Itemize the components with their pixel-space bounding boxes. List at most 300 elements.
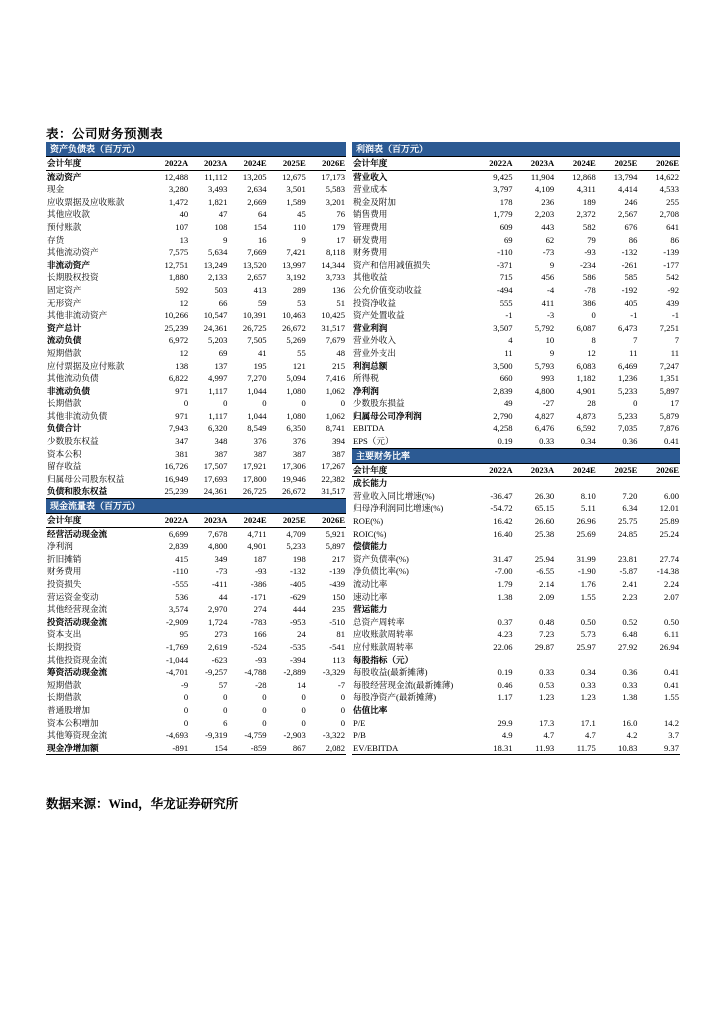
table-row <box>352 616 680 629</box>
cell-value: 2,082 <box>307 742 346 755</box>
cell-value: 8,741 <box>325 423 345 434</box>
cell-value: 9.37 <box>638 742 680 755</box>
cell-value: 137 <box>214 360 228 371</box>
cell-value: 195 <box>253 360 267 371</box>
table-row <box>352 502 680 515</box>
row-label: 筹资活动现金流 <box>47 667 108 678</box>
cell-value <box>555 540 597 553</box>
cell-value: 14,344 <box>321 259 345 270</box>
cell-value: 0 <box>183 704 189 715</box>
cell-value: -171 <box>250 591 267 602</box>
table-row <box>46 208 346 221</box>
cell-value: -7.00 <box>494 566 513 577</box>
table-row <box>352 691 680 704</box>
cell-value: 69 <box>218 347 228 358</box>
table-row <box>46 183 346 196</box>
cell-value: 2,790 <box>493 410 513 421</box>
row-label: 归属母公司净利润 <box>353 410 422 421</box>
cell-value: 22.06 <box>493 641 513 652</box>
cell-value: 387 <box>253 448 267 459</box>
cell-value: -3,329 <box>322 667 345 678</box>
cell-value: -386 <box>250 579 267 589</box>
cell-value: 0.33 <box>622 679 638 690</box>
cell-value: 5,233 <box>286 541 306 552</box>
row-label: 总资产周转率 <box>353 616 405 627</box>
header-label: 会计年度 <box>46 157 150 170</box>
cell-value: 24.85 <box>618 528 638 539</box>
cell-value: 0.48 <box>539 616 555 627</box>
table-row <box>352 742 680 755</box>
row-label: 净利润 <box>353 385 379 396</box>
cell-value: 7,678 <box>208 528 228 539</box>
table-row <box>46 334 346 347</box>
cell-value: 7.20 <box>622 490 638 501</box>
cell-value: -9,257 <box>205 667 228 678</box>
table-row <box>352 717 680 730</box>
row-label: 营业收入 <box>353 171 388 182</box>
table-row <box>352 565 680 578</box>
cell-value: 8 <box>591 335 596 346</box>
cell-value: 4,901 <box>247 541 267 552</box>
cell-value: 5,634 <box>208 247 228 258</box>
balance-sheet-table <box>46 157 346 499</box>
cash-flow-table <box>46 514 346 755</box>
cell-value: 23.81 <box>618 553 638 564</box>
row-label: 负债合计 <box>47 423 82 434</box>
cell-value: 217 <box>332 553 345 564</box>
table-row <box>352 578 680 591</box>
cell-value: 7,943 <box>168 423 189 434</box>
cell-value: 136 <box>332 284 345 295</box>
cell-value: 415 <box>175 553 189 564</box>
row-label: 净负债比率(%) <box>353 566 409 577</box>
header-label: 会计年度 <box>352 157 472 170</box>
cell-value <box>597 603 639 616</box>
cell-value: 16,726 <box>164 461 189 472</box>
row-label: 营业外支出 <box>353 347 396 358</box>
row-label: 负债和股东权益 <box>46 485 150 498</box>
cell-value: 348 <box>214 436 228 447</box>
cell-value: -2,909 <box>165 616 189 627</box>
cell-value: 3,500 <box>493 360 513 371</box>
cell-value: 609 <box>499 221 513 232</box>
table-row <box>352 246 680 259</box>
cell-value: 4,800 <box>208 541 228 552</box>
cell-value: 7,575 <box>168 247 189 258</box>
row-label: 其他筹资现金流 <box>47 730 108 741</box>
cell-value <box>472 477 514 490</box>
cell-value: 4.23 <box>497 629 513 640</box>
cell-value: 394 <box>332 436 345 447</box>
cell-value: 29.9 <box>497 717 513 728</box>
table-row <box>352 410 680 423</box>
ratios-table <box>352 464 680 756</box>
row-label: 每股净资产(最新摊薄) <box>353 692 437 703</box>
row-label: 流动负债 <box>47 335 82 346</box>
cell-value: 10,547 <box>203 310 228 321</box>
cell-value: 2,619 <box>208 641 228 652</box>
cell-value: -93 <box>255 654 267 665</box>
cell-value: 17,800 <box>242 473 267 484</box>
table-row <box>46 246 346 259</box>
row-label: 速动比率 <box>353 591 388 602</box>
row-label: 短期借款 <box>47 679 82 690</box>
table-row <box>46 485 346 498</box>
table-row <box>352 591 680 604</box>
cell-value: 13,205 <box>242 171 267 182</box>
cell-value <box>514 704 556 717</box>
cell-value: 5,897 <box>325 541 345 552</box>
header-year: 2024E <box>228 514 267 527</box>
header-year: 2022A <box>150 514 189 527</box>
row-label: 偿债能力 <box>353 541 388 552</box>
cell-value: 387 <box>214 448 228 459</box>
cell-value: 2,669 <box>247 196 267 207</box>
cell-value: 3,797 <box>493 184 513 195</box>
table-row <box>352 234 680 247</box>
cell-value: 0 <box>633 398 638 409</box>
row-label: 预付账款 <box>47 221 82 232</box>
cell-value: 7,876 <box>659 423 679 434</box>
row-label: 长期借款 <box>47 398 82 409</box>
cell-value: 108 <box>214 221 228 232</box>
row-label: 其他流动负债 <box>47 373 99 384</box>
cell-value: 0 <box>591 310 596 321</box>
cell-value: 4.2 <box>626 730 638 741</box>
data-source-note: 数据来源：Wind，华龙证券研究所 <box>46 797 239 811</box>
cell-value: 48 <box>336 347 345 358</box>
header-year: 2026E <box>638 464 680 477</box>
cell-value: 0.33 <box>580 679 596 690</box>
table-row <box>352 360 680 373</box>
cell-value: -3 <box>547 310 555 321</box>
cell-value <box>638 540 680 553</box>
cell-value: 9 <box>549 259 555 270</box>
cell-value: -953 <box>289 616 306 627</box>
row-label: EV/EBITDA <box>352 742 472 755</box>
row-label: 短期借款 <box>47 347 82 358</box>
cell-value: 274 <box>253 604 267 615</box>
cell-value: 7 <box>633 335 638 346</box>
cell-value: 7,270 <box>247 373 267 384</box>
cell-value: 16.40 <box>493 528 513 539</box>
cell-value: 13,997 <box>282 259 306 270</box>
cell-value: 5,897 <box>659 385 679 396</box>
cell-value: -9,319 <box>205 730 228 741</box>
table-row <box>46 704 346 717</box>
table-row <box>46 679 346 692</box>
row-label: P/E <box>353 717 366 728</box>
table-row <box>46 448 346 461</box>
table-row <box>352 422 680 435</box>
cell-value: 444 <box>292 604 306 615</box>
cell-value: 12 <box>179 297 189 308</box>
cell-value: 24,361 <box>189 485 228 498</box>
table-row <box>46 221 346 234</box>
cell-value: 3.7 <box>668 730 679 741</box>
table-row <box>352 309 680 322</box>
table-row <box>46 271 346 284</box>
row-label: 营业收入同比增速(%) <box>353 490 435 501</box>
cell-value: 1.79 <box>497 579 513 589</box>
cell-value: -3,322 <box>322 730 345 741</box>
cell-value: 2,203 <box>534 209 555 220</box>
row-label: 其他投资现金流 <box>47 654 108 665</box>
cell-value: 10.83 <box>597 742 639 755</box>
row-label: 所得税 <box>353 373 379 384</box>
cell-value: 8.10 <box>580 490 596 501</box>
table-row <box>352 208 680 221</box>
cell-value: 25,239 <box>150 485 189 498</box>
cell-value: 255 <box>666 196 679 207</box>
cell-value: 1,236 <box>618 373 638 384</box>
row-label: 资本公积增加 <box>47 717 99 728</box>
table-header-row <box>46 514 346 527</box>
cell-value: 26.94 <box>659 641 679 652</box>
cell-value: -4,701 <box>165 667 189 678</box>
cell-value: 31.47 <box>493 553 513 564</box>
table-row <box>352 654 680 667</box>
row-label: 财务费用 <box>47 566 82 577</box>
cell-value: 2,839 <box>168 541 189 552</box>
cell-value: -28 <box>255 679 267 690</box>
cell-value: -783 <box>250 616 267 627</box>
cell-value: 24 <box>297 629 306 640</box>
cell-value: 17,507 <box>203 461 228 472</box>
cell-value: 1.17 <box>497 692 513 703</box>
row-label: EBITDA <box>353 423 385 434</box>
cell-value: -5.87 <box>619 566 638 577</box>
cell-value: 179 <box>332 221 345 232</box>
cell-value: 555 <box>499 297 513 308</box>
cell-value: 64 <box>257 209 267 220</box>
cell-value: 10,391 <box>242 310 267 321</box>
cell-value: 456 <box>541 272 555 283</box>
cell-value: 5,233 <box>618 385 638 396</box>
table-row <box>352 170 680 183</box>
row-label: 销售费用 <box>353 209 388 220</box>
cell-value <box>472 654 514 667</box>
cell-value: 187 <box>253 553 267 564</box>
table-row <box>46 717 346 730</box>
cell-value: -4,693 <box>165 730 189 741</box>
row-label: 现金 <box>47 184 65 195</box>
row-label: 其他非流动负债 <box>47 410 108 421</box>
cell-value: 7,247 <box>659 360 679 371</box>
row-label: 其他应收款 <box>47 209 90 220</box>
header-year: 2023A <box>514 157 556 170</box>
row-label: 其他经营现金流 <box>47 604 108 615</box>
row-label: 每股收益(最新摊薄) <box>353 667 428 678</box>
table-row <box>46 603 346 616</box>
cell-value: 4.9 <box>501 730 513 741</box>
cell-value <box>638 477 680 490</box>
cell-value: 405 <box>624 297 638 308</box>
cell-value: -859 <box>228 742 267 755</box>
table-row <box>46 435 346 448</box>
table-row <box>352 729 680 742</box>
table-row <box>46 616 346 629</box>
cell-value: -1,044 <box>165 654 189 665</box>
income-statement-table <box>352 157 680 449</box>
cell-value: -510 <box>329 616 345 627</box>
cell-value: 166 <box>253 629 267 640</box>
cell-value: 121 <box>292 360 306 371</box>
cell-value: 17,306 <box>282 461 306 472</box>
cell-value: 0.50 <box>663 616 679 627</box>
cell-value: 1.55 <box>580 591 596 602</box>
cell-value: 273 <box>214 629 228 640</box>
cell-value <box>514 477 556 490</box>
cell-value: 26.96 <box>576 516 596 527</box>
table-header-row <box>352 464 680 477</box>
cell-value: 12,868 <box>572 171 596 182</box>
cell-value: 413 <box>253 284 267 295</box>
cell-value: 14.2 <box>663 717 679 728</box>
header-year: 2024E <box>228 157 267 170</box>
cell-value: 13,520 <box>242 259 267 270</box>
cell-value: 585 <box>624 272 638 283</box>
cell-value: 0 <box>262 717 267 728</box>
row-label: P/B <box>353 730 366 741</box>
cell-value: 17,693 <box>203 473 228 484</box>
table-row <box>46 591 346 604</box>
header-year: 2022A <box>472 464 514 477</box>
table-row <box>352 679 680 692</box>
cell-value <box>597 704 639 717</box>
cell-value: 9 <box>549 347 555 358</box>
cell-value: -4,759 <box>244 730 267 741</box>
row-label: 折旧摊销 <box>47 553 82 564</box>
cell-value: 439 <box>666 297 679 308</box>
cell-value: -73 <box>215 566 228 577</box>
cell-value: 4,311 <box>576 184 596 195</box>
cell-value: 189 <box>582 196 596 207</box>
cell-value: 236 <box>541 196 555 207</box>
row-label: 非流动资产 <box>47 259 90 270</box>
cell-value: 178 <box>499 196 513 207</box>
row-label: 长期股权投资 <box>47 272 99 283</box>
cell-value: 4,258 <box>493 423 513 434</box>
row-label: 应收账款周转率 <box>353 629 414 640</box>
cell-value: -1,769 <box>165 641 189 652</box>
cell-value: 0 <box>223 692 228 703</box>
header-label: 会计年度 <box>352 464 472 477</box>
cell-value: 28 <box>587 398 596 409</box>
cell-value: 7,505 <box>247 335 267 346</box>
cell-value: 867 <box>268 742 307 755</box>
cell-value: 13,794 <box>613 171 638 182</box>
row-label: 研发费用 <box>353 234 388 245</box>
cell-value: 7,035 <box>618 423 638 434</box>
cell-value: 17.1 <box>580 717 596 728</box>
cell-value: 5,793 <box>534 360 555 371</box>
cell-value: 5,583 <box>325 184 345 195</box>
table-row <box>352 397 680 410</box>
table-row <box>46 284 346 297</box>
cell-value: -110 <box>172 566 189 577</box>
row-label: 财务费用 <box>353 247 388 258</box>
cell-value: 349 <box>214 553 228 564</box>
cell-value: 17,267 <box>321 461 345 472</box>
cell-value <box>514 603 556 616</box>
row-label: 投资活动现金流 <box>47 616 108 627</box>
row-label: 每股经营现金流(最新摊薄) <box>353 679 454 690</box>
cell-value: -14.38 <box>656 566 679 577</box>
cell-value: 1,351 <box>659 373 679 384</box>
table-row <box>46 527 346 540</box>
cell-value: 25,239 <box>164 322 189 333</box>
cell-value: 1,062 <box>325 385 345 396</box>
cell-value: -261 <box>621 259 638 270</box>
cell-value <box>472 704 514 717</box>
cell-value: -405 <box>289 579 306 589</box>
table-header-row <box>352 157 680 170</box>
cell-value: 6.48 <box>622 629 638 640</box>
cell-value: 0.36 <box>597 435 639 448</box>
table-row <box>46 654 346 667</box>
cell-value: 5,233 <box>618 410 638 421</box>
cell-value: 3,280 <box>168 184 189 195</box>
row-label: 现金净增加额 <box>46 742 150 755</box>
row-label: 归母净利润同比增速(%) <box>353 503 444 514</box>
cell-value: 0.34 <box>555 435 597 448</box>
cell-value: 25.69 <box>576 528 596 539</box>
cell-value: 1,880 <box>168 272 189 283</box>
cell-value: 69 <box>504 234 513 245</box>
cell-value: 25.97 <box>576 641 596 652</box>
cell-value: 1,044 <box>247 410 267 421</box>
cell-value <box>472 603 514 616</box>
cell-value: -139 <box>663 247 679 258</box>
cell-value: 0 <box>262 704 267 715</box>
cell-value: -1 <box>671 310 679 321</box>
header-year: 2023A <box>189 157 228 170</box>
row-label: 资产负债率(%) <box>353 553 409 564</box>
cell-value: 81 <box>336 629 345 640</box>
cell-value: 0 <box>340 704 345 715</box>
table-row <box>352 704 680 717</box>
cell-value: 31.99 <box>576 553 596 564</box>
cell-value: 25.38 <box>534 528 555 539</box>
cell-value: 0.19 <box>497 667 513 678</box>
cell-value: 0.19 <box>472 435 514 448</box>
cell-value: 13,249 <box>203 259 228 270</box>
cell-value: 11.93 <box>514 742 556 755</box>
cell-value: 7,416 <box>325 373 345 384</box>
cell-value: -93 <box>584 247 596 258</box>
cell-value: 57 <box>218 679 228 690</box>
cell-value: -6.55 <box>536 566 555 577</box>
cell-value: 0.46 <box>497 679 513 690</box>
cell-value: 6.00 <box>663 490 679 501</box>
cell-value <box>555 654 597 667</box>
cell-value: 51 <box>336 297 345 308</box>
cell-value: 0.33 <box>539 667 555 678</box>
cell-value: 107 <box>175 221 189 232</box>
cell-value: 215 <box>332 360 345 371</box>
row-label: 资产总计 <box>47 322 82 333</box>
cell-value: -36.47 <box>490 490 513 501</box>
cell-value: 7.23 <box>539 629 555 640</box>
table-row <box>46 540 346 553</box>
cell-value: 4,997 <box>208 373 228 384</box>
cell-value: -535 <box>289 641 306 652</box>
table-row <box>46 422 346 435</box>
row-label: 普通股增加 <box>47 704 90 715</box>
cell-value: 41 <box>257 347 267 358</box>
table-row <box>46 666 346 679</box>
